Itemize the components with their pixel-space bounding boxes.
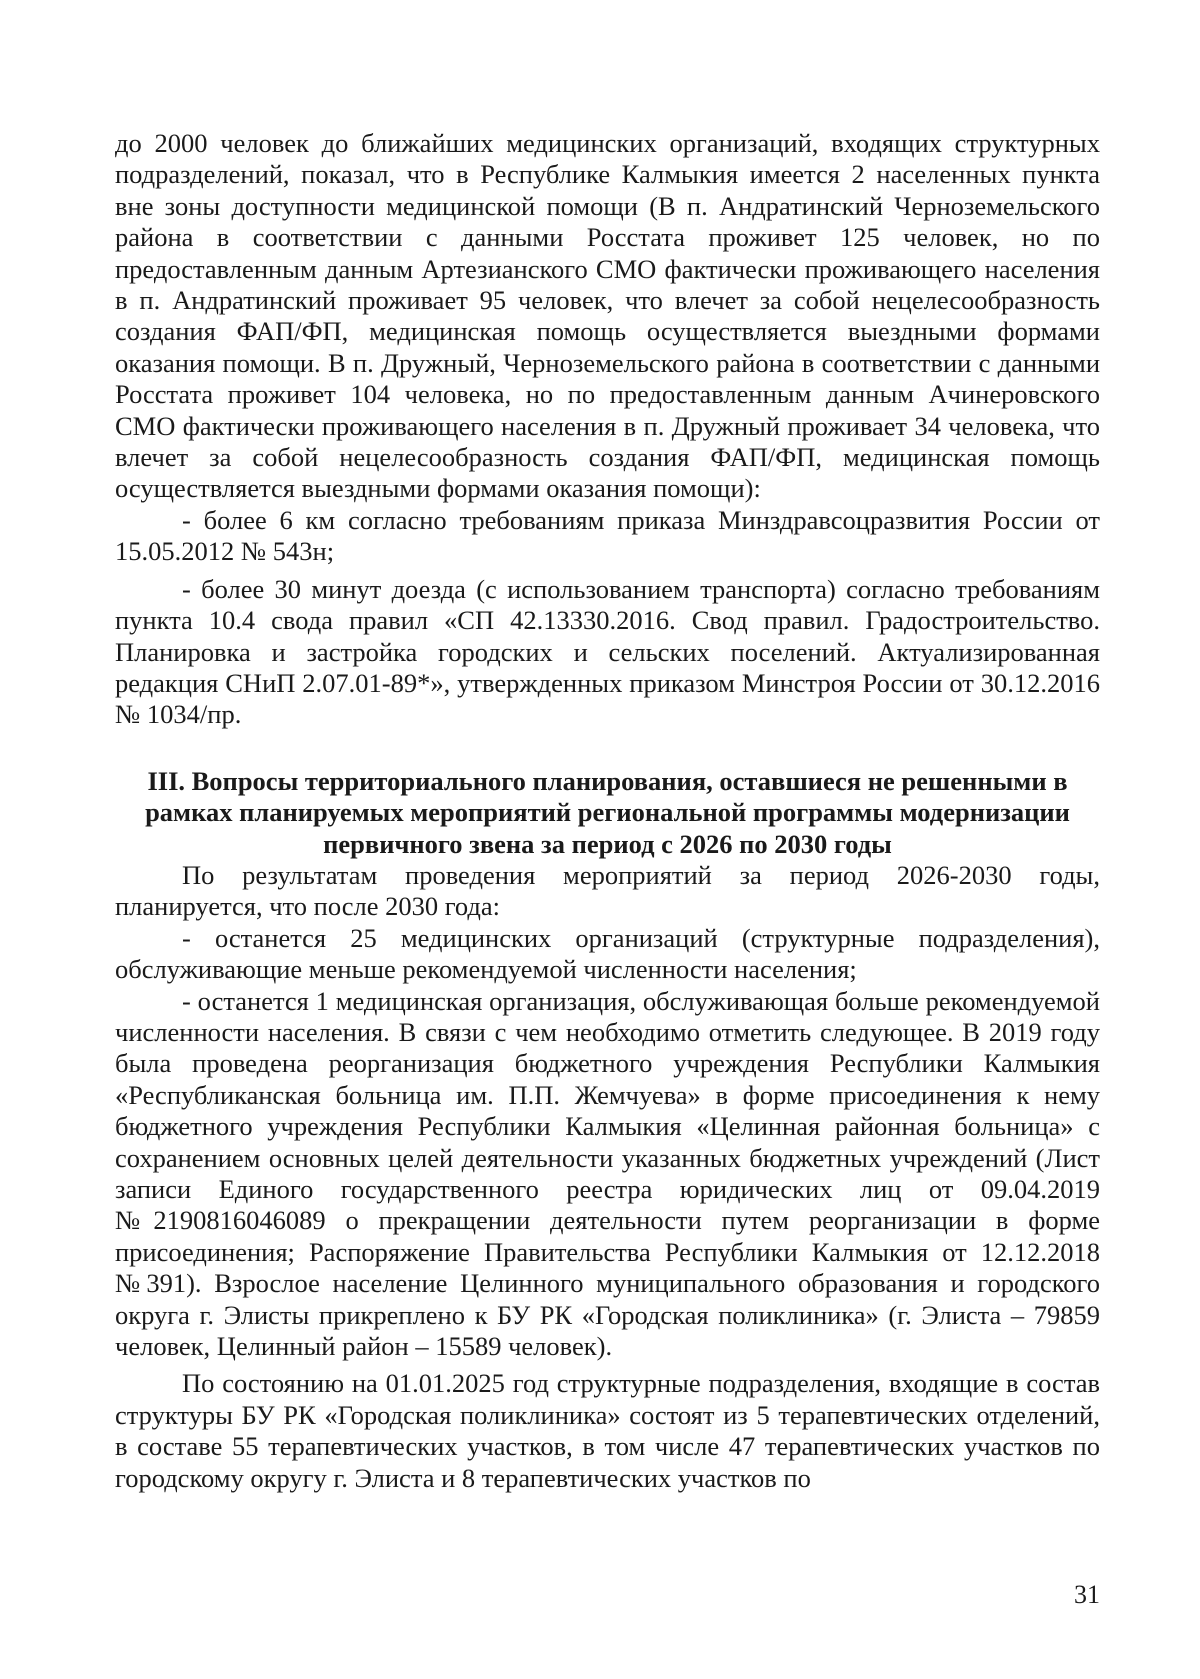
list-item-distance-criterion: - более 6 км согласно требованиям приказа Минздравсоцразвития России от 15.05.2012 № 543н; <box>115 504 1100 567</box>
list-item-underserved-organizations: - останется 25 медицинских организаций (структурные подразделения), обслуживающие меньше рекомендуемой численности населения; <box>115 922 1100 985</box>
list-item-travel-time-criterion: - более 30 минут доезда (с использованием транспорта) согласно требованиям пункта 10.4 свода правил «СП 42.13330.2016. Свод правил. Градостроительство. Планировка и застройка городских и сельских поселений. Актуализированная редакция СНиП 2.07.01-89*», утвержденных приказом Минстроя России от 30.12.2016 № 1034/пр. <box>115 573 1100 730</box>
document-page <box>115 128 1100 1494</box>
section-heading: III. Вопросы территориального планирования, оставшиеся не решенными в рамках планируемых мероприятий региональной программы модернизации первичного звена за период с 2026 по 2030 годы <box>145 765 1070 859</box>
paragraph-results-summary: По результатам проведения мероприятий за период 2026-2030 годы, планируется, что после 2030 года: <box>115 859 1100 922</box>
page-number: 31 <box>1074 1580 1100 1609</box>
paragraph-structural-units-status: По состоянию на 01.01.2025 год структурные подразделения, входящие в состав структуры БУ РК «Городская поликлиника» состоят из 5 терапевтических отделений, в составе 55 терапевтических участков, в том числе 47 терапевтических участков по городскому округу г. Элиста и 8 терапевтических участков по <box>115 1368 1100 1493</box>
paragraph-accessibility-analysis: до 2000 человек до ближайших медицинских организаций, входящих структурных подразделений, показал, что в Республике Калмыкия имеется 2 населенных пункта вне зоны доступности медицинской помощи (В п. Андратинский Черноземельского района в соответствии с данными Росстата проживет 125 человек, но по предоставленным данным Артезианского СМО фактически проживающего населения в п. Андратинский проживает 95 человек, что влечет за собой нецелесообразность создания ФАП/ФП, медицинская помощь осуществляется выездными формами оказания помощи. В п. Дружный, Черноземельского района в соответствии с данными Росстата проживет 104 человека, но по предоставленным данным Ачинеровского СМО фактически проживающего населения в п. Дружный проживает 34 человека, что влечет за собой нецелесообразность создания ФАП/ФП, медицинская помощь осуществляется выездными формами оказания помощи): <box>115 128 1100 504</box>
list-item-overloaded-organization: - останется 1 медицинская организация, обслуживающая больше рекомендуемой численности населения. В связи с чем необходимо отметить следующее. В 2019 году была проведена реорганизация бюджетного учреждения Республики Калмыкия «Республиканская больница им. П.П. Жемчуева» в форме присоединения к нему бюджетного учреждения Республики Калмыкия «Целинная районная больница» с сохранением основных целей деятельности указанных бюджетных учреждений (Лист записи Единого государственного реестра юридических лиц от 09.04.2019 №2190816046089 о прекращении деятельности путем реорганизации в форме присоединения; Распоряжение Правительства Республики Калмыкия от 12.12.2018 №391). Взрослое население Целинного муниципального образования и городского округа г. Элисты прикреплено к БУ РК «Городская поликлиника» (г. Элиста – 79859 человек, Целинный район – 15589 человек). <box>115 985 1100 1362</box>
